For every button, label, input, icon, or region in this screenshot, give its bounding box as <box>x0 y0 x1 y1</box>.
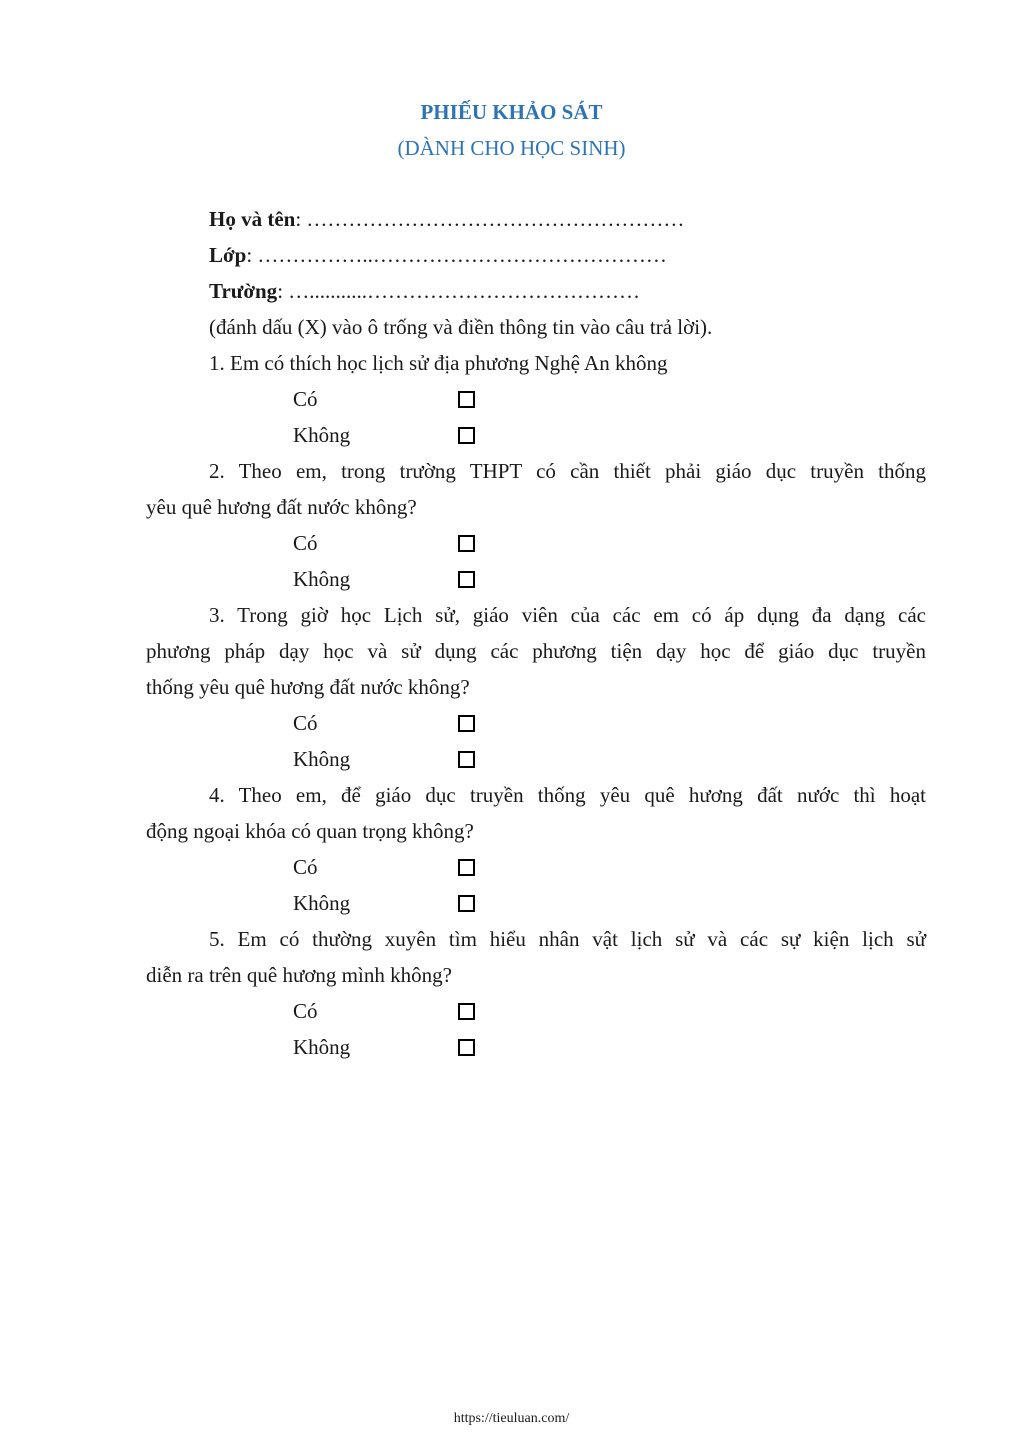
q1-yes-checkbox[interactable] <box>458 391 475 408</box>
question-2-line-2: yêu quê hương đất nước không? <box>146 495 417 519</box>
question-1: 1. Em có thích học lịch sử địa phương Nghệ An không <box>209 351 668 375</box>
q1-no-checkbox[interactable] <box>458 427 475 444</box>
q4-no-checkbox[interactable] <box>458 895 475 912</box>
q5-option-yes-label: Có <box>293 999 318 1023</box>
question-3-line-1: 3. Trong giờ học Lịch sử, giáo viên của các em có áp dụng đa dạng các <box>209 603 926 627</box>
q3-option-no-label: Không <box>293 747 351 771</box>
question-2-line-1: 2. Theo em, trong trường THPT có cần thiết phải giáo dục truyền thống <box>209 459 926 483</box>
question-5-line-2: diễn ra trên quê hương mình không? <box>146 963 452 987</box>
q4-yes-checkbox[interactable] <box>458 859 475 876</box>
question-5-line-1: 5. Em có thường xuyên tìm hiểu nhân vật lịch sử và các sự kiện lịch sử <box>209 927 926 951</box>
field-school-blank[interactable]: …...........………………………………… <box>288 279 641 303</box>
page-title: PHIẾU KHẢO SÁT <box>420 100 603 124</box>
q3-option-yes-label: Có <box>293 711 318 735</box>
q1-option-no-label: Không <box>293 423 351 447</box>
field-class-label: Lớp <box>209 243 247 267</box>
question-4-line-1: 4. Theo em, để giáo dục truyền thống yêu quê hương đất nước thì hoạt <box>209 783 926 807</box>
q4-option-yes-label: Có <box>293 855 318 879</box>
q2-option-yes-label: Có <box>293 531 318 555</box>
q3-no-checkbox[interactable] <box>458 751 475 768</box>
q3-yes-checkbox[interactable] <box>458 715 475 732</box>
q5-yes-checkbox[interactable] <box>458 1003 475 1020</box>
field-name-blank[interactable]: ……………………………………………… <box>306 207 685 231</box>
question-3-line-2: phương pháp dạy học và sử dụng các phương tiện dạy học để giáo dục truyền <box>146 639 926 663</box>
field-class-blank[interactable]: ……………..…………………………………… <box>257 243 667 267</box>
field-school-label: Trường <box>209 279 278 303</box>
q2-option-no-label: Không <box>293 567 351 591</box>
question-4-line-2: động ngoại khóa có quan trọng không? <box>146 819 474 843</box>
field-school: Trường: …...........………………………………… <box>209 279 641 303</box>
q4-option-no-label: Không <box>293 891 351 915</box>
footer-url[interactable]: https://tieuluan.com/ <box>453 1411 570 1426</box>
q2-no-checkbox[interactable] <box>458 571 475 588</box>
field-name: Họ và tên: ……………………………………………… <box>209 207 685 231</box>
q5-option-no-label: Không <box>293 1035 351 1059</box>
q2-yes-checkbox[interactable] <box>458 535 475 552</box>
instruction: (đánh dấu (X) vào ô trống và điền thông tin vào câu trả lời). <box>209 315 713 339</box>
field-class: Lớp: ……………..…………………………………… <box>209 243 667 267</box>
q1-option-yes-label: Có <box>293 387 318 411</box>
question-3-line-3: thống yêu quê hương đất nước không? <box>146 675 470 699</box>
page-subtitle: (DÀNH CHO HỌC SINH) <box>397 136 626 160</box>
field-name-label: Họ và tên <box>209 207 296 231</box>
q5-no-checkbox[interactable] <box>458 1039 475 1056</box>
